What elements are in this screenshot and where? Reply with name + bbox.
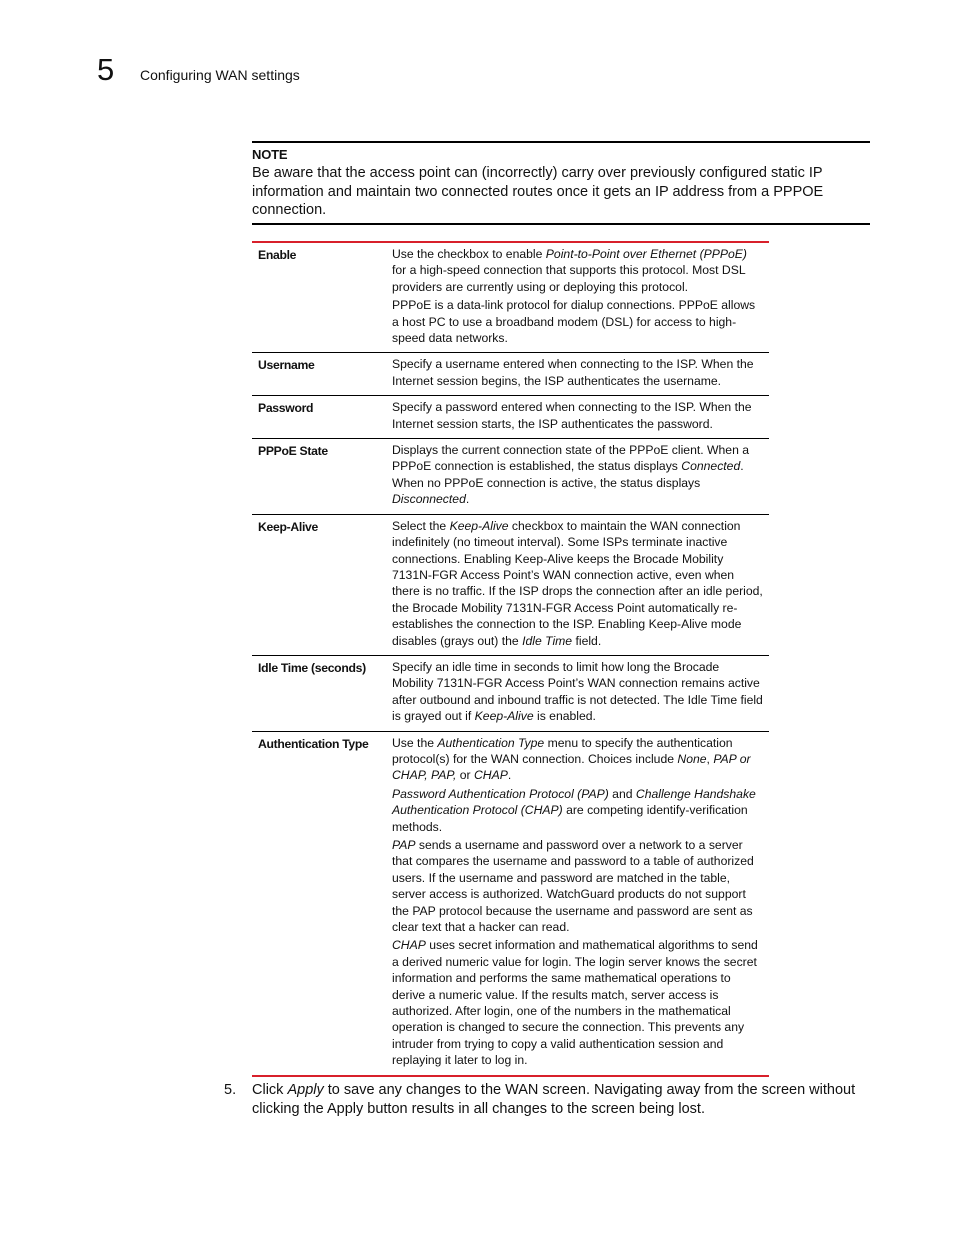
description-paragraph	[392, 442, 763, 508]
step-text	[252, 1081, 864, 1118]
parameter-name: PPPoE State	[252, 439, 392, 515]
text-run: PPPoE is a data-link protocol for dialup connections. PPPoE allows a host PC to use a broadband modem (DSL) for access to high-speed data networks.	[392, 298, 756, 346]
table-row	[252, 242, 769, 353]
parameter-name: Username	[252, 353, 392, 396]
parameter-name: Authentication Type	[252, 731, 392, 1076]
text-run: or	[456, 768, 474, 783]
emphasis-text: Idle Time	[522, 633, 573, 648]
description-paragraph	[392, 399, 763, 432]
description-paragraph	[392, 297, 763, 346]
emphasis-text: Keep-Alive	[449, 518, 509, 533]
parameter-description	[392, 242, 769, 353]
text-run: are competing identify-verification methods.	[392, 803, 748, 834]
parameter-description	[392, 439, 769, 515]
emphasis-text: Point-to-Point over Ethernet (PPPoE)	[545, 247, 747, 261]
text-run: Select the	[392, 518, 450, 533]
text-run: .	[507, 768, 512, 783]
description-paragraph	[392, 837, 763, 935]
note-heading: NOTE	[252, 147, 288, 162]
parameter-name: Idle Time (seconds)	[252, 655, 392, 731]
emphasis-text: Apply	[287, 1082, 324, 1098]
note-box	[252, 141, 870, 225]
text-run: is enabled.	[533, 709, 596, 724]
text-run: Specify an idle time in seconds to limit how long the Brocade Mobility 7131N-FGR Access Point’s WAN connection remains active after outbound and inbound traffic is not detected. The Idle Time field is grayed out if	[392, 659, 763, 724]
text-run: Use the checkbox to enable	[392, 247, 546, 261]
emphasis-text: PAP	[392, 838, 416, 852]
text-run: .	[465, 492, 470, 507]
emphasis-text: None	[677, 751, 707, 766]
emphasis-text: CHAP	[392, 938, 426, 953]
text-run: Use the	[392, 735, 438, 750]
table-row	[252, 396, 769, 439]
parameter-name: Keep-Alive	[252, 514, 392, 655]
text-run: uses secret information and mathematical algorithms to send a derived numeric value for login. The login server knows the secret information and performs the same mathematical operations to derive a numeric value. If the results match, server access is authorized. After login, one of the numbers in the mathematical operation is changed to secure the connection. This prevents any intruder from trying to copy a valid authentication session and replaying it later to log in.	[392, 938, 758, 1068]
description-paragraph	[392, 937, 763, 1068]
parameter-name: Password	[252, 396, 392, 439]
table-row	[252, 353, 769, 396]
note-body: Be aware that the access point can (incorrectly) carry over previously configured static IP information and maintain two connected routes once it gets an IP address from a PPPOE connection.	[252, 165, 824, 218]
chapter-title: Configuring WAN settings	[140, 67, 300, 83]
text-run: field.	[572, 633, 602, 648]
text-run: Displays the current connection state of the PPPoE client. When a PPPoE connection is established, the status displays	[392, 443, 750, 474]
table-row	[252, 731, 769, 1076]
chapter-number: 5	[97, 52, 115, 87]
description-paragraph	[392, 246, 763, 295]
text-run: for a high-speed connection that supports this protocol. Most DSL providers are currently using or deploying this protocol.	[392, 263, 746, 294]
parameter-name: Enable	[258, 248, 297, 262]
text-run: menu to specify the authentication protocol(s) for the WAN connection. Choices include	[392, 735, 733, 766]
text-run: and	[608, 786, 636, 801]
table-row	[252, 655, 769, 731]
step-number: 5.	[224, 1082, 237, 1098]
description-paragraph	[392, 356, 763, 389]
emphasis-text: Challenge Handshake Authentication Protocol (CHAP)	[392, 786, 756, 818]
text-run: . When no PPPoE connection is active, the status displays	[392, 459, 744, 490]
text-run: sends a username and password over a network to a server that compares the username and password to a table of authorized users. If the username and password are matched in the table, server access is authorized. WatchGuard products do not support the PAP protocol because the username and password are sent as clear text that a hacker can read.	[392, 838, 754, 935]
emphasis-text: Disconnected	[392, 492, 466, 507]
description-paragraph	[392, 735, 763, 784]
emphasis-text: Connected	[681, 459, 741, 474]
parameter-description	[392, 514, 769, 655]
emphasis-text: CHAP	[473, 768, 508, 783]
parameter-description	[392, 396, 769, 439]
parameter-description	[392, 353, 769, 396]
description-paragraph	[392, 518, 763, 649]
emphasis-text: Keep-Alive	[474, 709, 534, 724]
text-run: Click	[252, 1082, 288, 1098]
emphasis-text: Authentication Type	[437, 735, 545, 750]
parameter-description	[392, 731, 769, 1076]
table-row	[252, 439, 769, 515]
emphasis-text: Password Authentication Protocol (PAP)	[392, 786, 609, 801]
description-paragraph	[392, 786, 763, 835]
table-row	[252, 514, 769, 655]
description-paragraph	[392, 659, 763, 725]
text-run: ,	[706, 751, 714, 766]
parameter-table	[252, 241, 769, 1077]
text-run: Specify a password entered when connecting to the ISP. When the Internet session starts, the ISP authenticates the password.	[392, 400, 752, 431]
text-run: to save any changes to the WAN screen. Navigating away from the screen without clicking the Apply button results in all changes to the screen being lost.	[252, 1082, 856, 1117]
text-run: Specify a username entered when connecting to the ISP. When the Internet session begins, the ISP authenticates the username.	[392, 357, 754, 388]
parameter-description	[392, 655, 769, 731]
text-run: checkbox to maintain the WAN connection indefinitely (no timeout interval). Some ISPs terminate inactive connections. Enabling Keep-Alive keeps the Brocade Mobility 7131N-FGR Access Point’s WAN connection active, even when there is no traffic. If the ISP drops the connection after an idle period, the Brocade Mobility 7131N-FGR Access Point automatically re-establishes the connection to the ISP. Enabling Keep-Alive mode disables (grays out) the	[392, 518, 763, 648]
emphasis-text: PAP or CHAP, PAP,	[392, 751, 751, 783]
